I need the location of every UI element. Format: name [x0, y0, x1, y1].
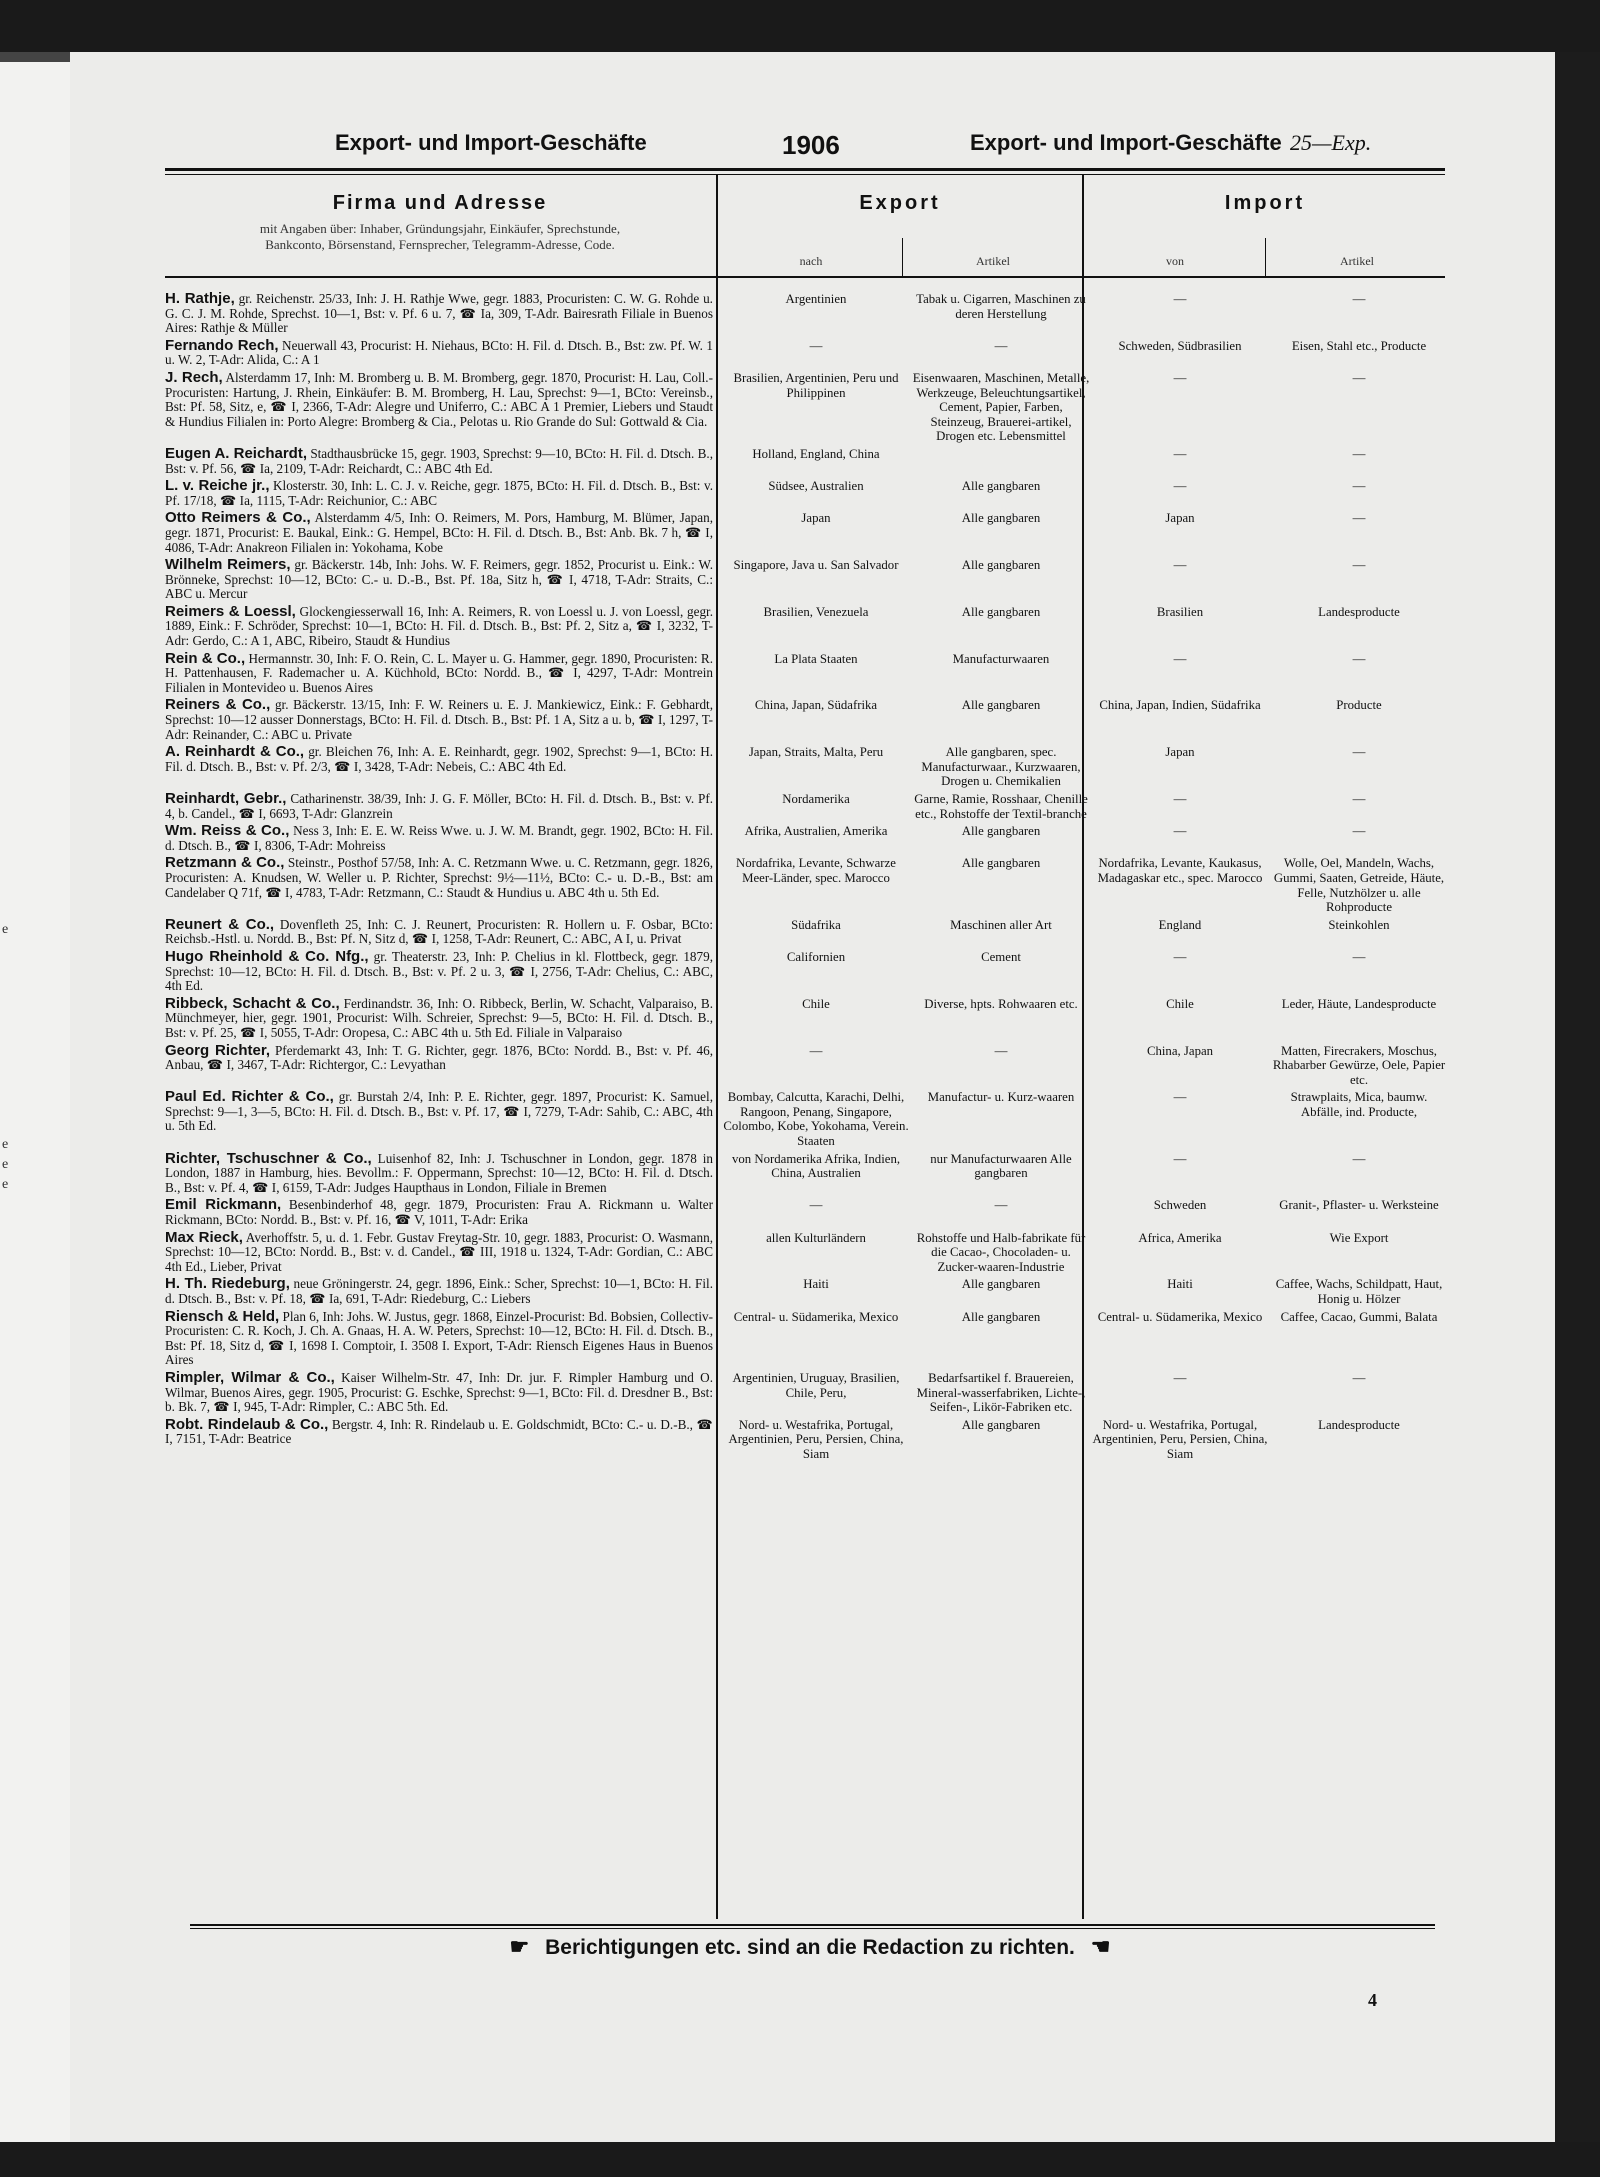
export-destination: Holland, England, China	[752, 446, 880, 461]
export-destination: —	[809, 1198, 823, 1213]
firm-details: Klosterstr. 30, Inh: L. C. J. v. Reiche, gegr. 1875, BCto: H. Fil. d. Dtsch. B., Bst: v. Pf. 17/18, ☎ Ia, 1115, T-Adr: Reichunior, C.: ABC	[165, 478, 713, 508]
export-articles: Manufactur- u. Kurz-waaren	[927, 1090, 1075, 1105]
column-head-rule	[165, 276, 1445, 278]
export-destination: Nordamerika	[782, 792, 850, 806]
firm-row	[165, 1198, 1450, 1227]
firm-address-cell	[165, 1198, 721, 1227]
export-articles: Eisenwaaren, Maschinen, Metalle, Werkzeuge, Beleuchtungsartikel, Cement, Papier, Farben, Steinzeug, Brauerei-artikel, Drogen etc. Lebensmittel	[912, 370, 1090, 444]
import-articles: —	[1352, 511, 1366, 526]
import-articles: —	[1352, 370, 1366, 385]
sub-column-divider	[902, 238, 903, 278]
import-articles: Wolle, Oel, Mandeln, Wachs, Gummi, Saaten, Getreide, Häute, Felle, Nutzhölzer u. alle Rohproducte	[1273, 856, 1445, 915]
export-destination: Central- u. Südamerika, Mexico	[733, 1309, 899, 1324]
import-articles: Caffee, Wachs, Schildpatt, Haut, Honig u. Hölzer	[1275, 1277, 1443, 1306]
export-articles: Alle gangbaren	[961, 856, 1041, 871]
import-origin: China, Japan	[1146, 1043, 1214, 1058]
firm-name: Wilhelm Reimers,	[165, 556, 291, 574]
firm-name: Ribbeck, Schacht & Co.,	[165, 994, 340, 1012]
import-articles: Wie Export	[1329, 1230, 1389, 1245]
margin-fragment: e	[2, 1137, 9, 1152]
firm-details: Ness 3, Inh: E. E. W. Reiss Wwe. u. J. W. M. Brandt, gegr. 1902, BCto: H. Fil. d. Dtsch. B., ☎ I, 8306, T-Adr: Mohreiss	[165, 823, 714, 853]
firm-address-cell	[165, 856, 721, 914]
column-head-import: Import	[1224, 192, 1306, 214]
firm-address-cell	[165, 558, 721, 602]
firm-address-cell	[165, 292, 721, 336]
firm-row	[165, 602, 1450, 649]
export-articles: Alle gangbaren	[961, 824, 1041, 839]
import-origin: —	[1173, 1151, 1187, 1166]
firm-name: Reiners & Co.,	[165, 696, 271, 714]
firm-details: Stadthausbrücke 15, gegr. 1903, Sprechst: 9—10, BCto: H. Fil. d. Dtsch. B., Bst: v. Pf. 56, ☎ Ia, 2109, T-Adr: Reichardt, C.: ABC 4th Ed.	[165, 445, 714, 476]
import-origin: —	[1173, 292, 1187, 306]
firm-name: Reimers & Loessl,	[165, 602, 296, 620]
firm-name: Richter, Tschuschner & Co.,	[165, 1149, 372, 1167]
import-origin: Schweden, Südbrasilien	[1118, 338, 1242, 353]
firm-name: Rein & Co.,	[165, 649, 246, 667]
firm-details: Alsterdamm 4/5, Inh: O. Reimers, M. Pors, Hamburg, M. Blümer, Japan, gegr. 1871, Procurist: E. Baukal, Eink.: G. Hempel, BCto: H. Fil. d. Dtsch. B., Bst: Anb. Bk. 7 h, ☎ I, 4086, T-Adr: Anakreon Filialen in: Yokohama, Kobe	[165, 510, 713, 555]
export-destination: Argentinien, Uruguay, Brasilien, Chile, Peru,	[732, 1370, 900, 1400]
import-articles: Strawplaits, Mica, baumw. Abfälle, ind. Producte,	[1290, 1090, 1428, 1119]
firm-address-cell	[165, 479, 721, 508]
export-articles: Tabak u. Cigarren, Maschinen zu deren Herstellung	[916, 292, 1086, 321]
firm-row	[165, 698, 1450, 742]
firm-row	[165, 1090, 1450, 1148]
export-destination: Japan	[801, 511, 831, 526]
header-rule	[165, 168, 1445, 171]
firm-address-cell	[165, 1415, 721, 1462]
firm-row	[165, 292, 1450, 336]
export-articles: Bedarfsartikel f. Brauereien, Mineral-wasserfabriken, Lichte-, Seifen-, Likör-Fabriken etc.	[916, 1370, 1086, 1415]
firm-row	[165, 745, 1450, 789]
firm-row	[165, 368, 1450, 444]
firm-name: Reunert & Co.,	[165, 915, 275, 933]
firm-details: Averhoffstr. 5, u. d. 1. Febr. Gustav Freytag-Str. 10, gegr. 1883, Procurist: O. Wasmann, Sprechst: 10—12, BCto: Nordd. B., Bst: v. d. Candel., ☎ III, 1918 u. 1324, T-Adr: Gordian, C.: ABC 4th Ed., Lieber, Privat	[165, 1229, 713, 1274]
firm-details: gr. Reichenstr. 25/33, Inh: J. H. Rathje Wwe, gegr. 1883, Procuristen: C. W. G. Rohde u. G. C. J. M. Rohde, Sprechst. 10—1, Bst: v. Pf. 6 u. 7, ☎ Ia, 309, T-Adr. Bairesrath Filiale in Buenos Aires: Rathje & Müller	[165, 291, 713, 336]
firm-details: Neuerwall 43, Procurist: H. Niehaus, BCto: H. Fil. d. Dtsch. B., Bst: zw. Pf. W. 1 u. W. 2, T-Adr: Alida, C.: A 1	[165, 337, 714, 368]
import-articles: —	[1352, 745, 1366, 760]
firm-name: Fernando Rech,	[165, 336, 279, 354]
import-articles: —	[1352, 1370, 1366, 1385]
firm-address-cell	[165, 1090, 721, 1148]
export-articles: —	[994, 338, 1008, 353]
import-articles: Producte	[1336, 698, 1382, 713]
import-origin: Central- u. Südamerika, Mexico	[1097, 1309, 1263, 1324]
import-articles: Caffee, Cacao, Gummi, Balata	[1280, 1309, 1438, 1324]
firm-address-cell	[165, 368, 721, 444]
firm-details: gr. Theaterstr. 23, Inh: P. Chelius in kl. Flottbeck, gegr. 1879, Sprechst: 10—12, BCto: H. Fil. d. Dtsch. B., Bst: v. Pf. 2 u. 3, ☎ I, 2756, T-Adr: Chelius, C.: ABC, 4th Ed.	[165, 948, 713, 994]
firm-name: L. v. Reiche jr.,	[165, 477, 270, 495]
import-origin: —	[1173, 558, 1187, 573]
footer-text: Berichtigungen etc. sind an die Redaction zu richten.	[545, 1936, 1075, 1959]
export-destination: Chile	[802, 996, 830, 1011]
import-origin: England	[1158, 917, 1202, 932]
export-destination: Californien	[786, 949, 846, 964]
export-destination: —	[809, 1043, 823, 1058]
import-articles: Leder, Häute, Landesproducte	[1281, 996, 1437, 1011]
firm-address-cell	[165, 1041, 721, 1088]
firm-row	[165, 994, 1450, 1041]
footer-notice	[160, 1934, 1460, 1974]
import-articles: —	[1352, 1151, 1366, 1166]
import-origin: Schweden	[1153, 1198, 1207, 1213]
firm-row	[165, 1368, 1450, 1415]
export-articles: Cement	[981, 949, 1021, 964]
firm-details: Ferdinandstr. 36, Inh: O. Ribbeck, Berlin, W. Schacht, Valparaiso, B. Münchmeyer, hier, gegr. 1901, Procurist: Wilh. Schreier, Sprechst: 9—5, BCto: H. Fil. d. Dtsch. B., Bst: v. Pf. 25, ☎ I, 5055, T-Adr: Oropesa, C.: ABC 4th u. 5th Ed. Filiale in Valparaiso	[165, 995, 713, 1040]
firm-address-cell	[165, 602, 721, 649]
export-articles: Alle gangbaren	[961, 1417, 1041, 1432]
export-articles: —	[994, 1043, 1008, 1058]
firm-details: Dovenfleth 25, Inh: C. J. Reunert, Procuristen: R. Hollern u. F. Osbar, BCto: Reichsb.-Hstl. u. Nordd. B., Bst: Pf. N, Sitz d, ☎ I, 1258, T-Adr: Reunert, C.: ABC, A I, u. Privat	[165, 916, 713, 947]
firm-details: Steinstr., Posthof 57/58, Inh: A. C. Retzmann Wwe. u. C. Retzmann, gegr. 1826, Procuristen: A. Knudsen, W. Weller u. P. Richter, Sprechst: 9½—11½, BCto: C.- u. D.-B., Bst: am Candelaber Q 71f, ☎ I, 4783, T-Adr: Retzmann, C.: Staudt & Hundius u. ABC 4th u. 5th Ed.	[165, 855, 713, 900]
export-destination: La Plata Staaten	[774, 651, 858, 666]
firm-row	[165, 479, 1450, 508]
import-articles: —	[1352, 651, 1366, 666]
firm-row	[165, 558, 1450, 602]
firm-address-cell	[165, 1368, 721, 1415]
import-articles: Landesproducte	[1318, 1417, 1400, 1432]
firm-name: Eugen A. Reichardt,	[165, 444, 307, 462]
export-articles: Alle gangbaren	[961, 511, 1041, 526]
export-articles: Rohstoffe und Halb-fabrikate für die Cacao-, Chocoladen- u. Zucker-waaren-Industrie	[916, 1230, 1086, 1274]
firm-address-cell	[165, 1149, 721, 1196]
import-origin: —	[1173, 370, 1187, 385]
import-origin: —	[1173, 1370, 1187, 1385]
pointing-hand-left-icon: ☚	[1090, 1934, 1111, 1959]
firm-details: Plan 6, Inh: Johs. W. Justus, gegr. 1868, Einzel-Procurist: Bd. Bobsien, Collectiv-Procuristen: C. R. Koch, J. Ch. A. Gnaas, H. A. W. Peters, Sprechst: 10—12, BCto: H. Fil. d. Dtsch. B., Bst: Pf. 18, Sitz d, ☎ I, 1698 I. Comptoir, I. 3508 I. Export, T-Adr: Riensch Eigenes Haus in Buenos Aires	[165, 1308, 713, 1368]
import-origin: Haiti	[1167, 1277, 1193, 1292]
firma-title: Firma und Adresse	[332, 192, 548, 214]
export-destination: Bombay, Calcutta, Karachi, Delhi, Rangoon, Penang, Singapore, Colombo, Kobe, Yokohama, Verein. Staaten	[723, 1090, 909, 1149]
firm-name: Rimpler, Wilmar & Co.,	[165, 1368, 335, 1386]
firm-address-cell	[165, 824, 721, 853]
margin-fragment: e	[2, 1177, 9, 1192]
firm-row	[165, 1415, 1450, 1462]
import-articles: —	[1352, 479, 1366, 494]
export-articles: Maschinen aller Art	[950, 917, 1052, 932]
firm-details: Hermannstr. 30, Inh: F. O. Rein, C. L. Mayer u. G. Hammer, gegr. 1890, Procuristen: R. H. Pattenhausen, F. Rademacher u. A. Küchhold, BCto: Nordd. B., ☎ I, 4297, T-Adr: Montrein Filialen in Montevideo u. Buenos Aires	[165, 650, 713, 695]
firm-name: H. Th. Riedeburg,	[165, 1275, 290, 1293]
subhead-import-von: von	[1166, 254, 1184, 268]
firm-name: Hugo Rheinhold & Co. Nfg.,	[165, 947, 369, 965]
import-origin: —	[1173, 949, 1187, 964]
firm-row	[165, 1149, 1450, 1196]
firm-row	[165, 947, 1450, 994]
export-destination: allen Kulturländern	[766, 1230, 866, 1245]
export-destination: Afrika, Australien, Amerika	[744, 824, 888, 839]
export-articles: Garne, Ramie, Rosshaar, Chenille etc., Rohstoffe der Textil-branche	[914, 792, 1088, 821]
firm-address-cell	[165, 745, 721, 789]
firm-details: gr. Bleichen 76, Inh: A. E. Reinhardt, gegr. 1902, Sprechst: 9—1, BCto: H. Fil. d. Dtsch. B., Bst: v. Pf. 2/3, ☎ I, 3428, T-Adr: Nebeis, C.: ABC 4th Ed.	[165, 744, 714, 774]
column-head-firma	[165, 192, 715, 253]
firm-name: A. Reinhardt & Co.,	[165, 743, 305, 761]
import-origin: —	[1173, 824, 1187, 839]
export-articles: Manufacturwaaren	[952, 651, 1050, 666]
import-articles: —	[1352, 292, 1366, 306]
import-origin: Japan	[1165, 745, 1195, 760]
import-articles: Granit-, Pflaster- u. Werksteine	[1279, 1198, 1439, 1213]
firm-address-cell	[165, 994, 721, 1041]
page-number: 4	[1368, 1990, 1377, 2010]
firm-details: gr. Burstah 2/4, Inh: P. E. Richter, gegr. 1897, Procurist: K. Samuel, Sprechst: 9—1, 3—5, BCto: H. Fil. d. Dtsch. B., Bst: v. Pf. 17, ☎ I, 7279, T-Adr: Sahib, C.: ABC, 4th u. 5th Ed.	[165, 1089, 713, 1134]
import-articles: —	[1352, 792, 1366, 806]
export-destination: Singapore, Java u. San Salvador	[733, 558, 899, 573]
firm-address-cell	[165, 511, 721, 555]
firm-details: Alsterdamm 17, Inh: M. Bromberg u. B. M. Bromberg, gegr. 1870, Procurist: H. Lau, Coll.-Procuristen: Hartung, J. Rhein, Einkäufer: B. M. Bromberg, H. Lau, Sprechst: 9—1, BCto: Vereinsb., Bst: Pf. 58, Sitz, e, ☎ I, 2366, T-Adr: Alegre und Uniferro, C.: ABC A 1 Premier, Liebers und Staudt & Hundius Filialen in: Porto Alegre: Bromberg & Cia., Pelotas u. Rio Grande do Sul: Gottwald & Cia.	[165, 369, 713, 429]
header-left-title: Export- und Import-Geschäfte	[335, 130, 647, 155]
firm-name: Otto Reimers & Co.,	[165, 509, 311, 527]
subhead-export-artikel: Artikel	[976, 254, 1010, 268]
firm-row	[165, 1277, 1450, 1306]
firm-address-cell	[165, 1307, 721, 1368]
import-articles: Landesproducte	[1318, 604, 1400, 619]
subhead-export-nach: nach	[799, 254, 823, 268]
import-origin: —	[1173, 651, 1187, 666]
import-origin: Brasilien	[1156, 604, 1204, 619]
firm-name: Max Rieck,	[165, 1228, 243, 1246]
subhead-import-artikel: Artikel	[1340, 254, 1374, 268]
firm-row	[165, 1041, 1450, 1088]
firm-name: Wm. Reiss & Co.,	[165, 822, 290, 840]
firm-name: Georg Richter,	[165, 1041, 271, 1059]
export-destination: China, Japan, Südafrika	[754, 698, 878, 713]
export-destination: Argentinien	[785, 292, 847, 306]
header-page-ref: 25—Exp.	[1290, 130, 1372, 155]
running-header	[290, 130, 1460, 160]
export-articles: nur Manufacturwaaren Alle gangbaren	[930, 1151, 1072, 1181]
import-origin: Chile	[1166, 996, 1194, 1011]
import-origin: —	[1173, 446, 1187, 461]
firm-details: Pferdemarkt 43, Inh: T. G. Richter, gegr. 1876, BCto: Nordd. B., Bst: v. Pf. 46, Anbau, ☎ I, 3467, T-Adr: Richtergor, C.: Levyathan	[165, 1042, 714, 1073]
export-articles: Diverse, hpts. Rohwaaren etc.	[924, 996, 1078, 1011]
firm-address-cell	[165, 915, 721, 947]
firm-details: neue Gröningerstr. 24, gegr. 1896, Eink.: Scher, Sprechst: 10—1, BCto: H. Fil. d. Dtsch. B., Bst: v. Pf. 18, ☎ Ia, 691, T-Adr: Riedeburg, C.: Liebers	[165, 1276, 714, 1306]
import-articles: —	[1352, 558, 1366, 573]
export-articles: Alle gangbaren	[961, 1309, 1041, 1324]
import-articles: Steinkohlen	[1328, 917, 1390, 932]
export-destination: Südafrika	[791, 917, 841, 932]
import-origin: Nord- u. Westafrika, Portugal, Argentinien, Peru, Persien, China, Siam	[1092, 1417, 1268, 1461]
header-right-title: Export- und Import-Geschäfte	[970, 130, 1282, 155]
firm-details: Bergstr. 4, Inh: R. Rindelaub u. E. Goldschmidt, BCto: C.- u. D.-B., ☎ I, 7151, T-Adr: Beatrice	[165, 1416, 713, 1447]
import-articles: —	[1352, 949, 1366, 964]
firma-subtitle-1: mit Angaben über: Inhaber, Gründungsjahr, Einkäufer, Sprechstunde,	[259, 221, 621, 236]
firm-details: Luisenhof 82, Inh: J. Tschuschner in London, gegr. 1878 in London, 1887 in Hamburg, hies. Bevollm.: F. Oppermann, Sprechst: 10—12, BCto: H. Fil. d. Dtsch. B., Bst: v. Pf. 4, ☎ I, 6159, T-Adr: Judges Haupthaus in London, Filiale in Bremen	[165, 1150, 714, 1195]
import-origin: —	[1173, 1090, 1187, 1105]
firm-address-cell	[165, 792, 721, 821]
export-articles: Alle gangbaren	[961, 1277, 1041, 1292]
firm-details: Besenbinderhof 48, gegr. 1879, Procuristen: Frau A. Rickmann u. Walter Rickmann, BCto: Nordd. B., Bst: v. Pf. 16, ☎ V, 1011, T-Adr: Erika	[165, 1197, 714, 1228]
import-origin: —	[1173, 792, 1187, 806]
firm-row	[165, 511, 1450, 555]
firma-subtitle-2: Bankconto, Börsenstand, Fernsprecher, Telegramm-Adresse, Code.	[265, 237, 615, 252]
export-destination: Japan, Straits, Malta, Peru	[748, 745, 884, 760]
import-articles: Eisen, Stahl etc., Producte	[1291, 338, 1427, 353]
firm-row	[165, 1307, 1450, 1368]
firm-details: gr. Bäckerstr. 14b, Inh: Johs. W. F. Reimers, gegr. 1852, Procurist u. Eink.: W. Brönneke, Sprechst: 10—12, BCto: C.- u. D.-B., Bst. Pf. 18a, Sitz h, ☎ I, 4718, T-Adr: Straits, C.: ABC u. Mercur	[165, 557, 713, 602]
firm-name: H. Rathje,	[165, 290, 235, 307]
firm-name: Paul Ed. Richter & Co.,	[165, 1088, 334, 1106]
export-destination: Haiti	[803, 1277, 829, 1292]
import-articles: Matten, Firecrakers, Moschus, Rhabarber Gewürze, Oele, Papier etc.	[1272, 1043, 1446, 1087]
firm-row	[165, 1228, 1450, 1275]
import-origin: Nordafrika, Levante, Kaukasus, Madagaskar etc., spec. Marocco	[1097, 856, 1263, 885]
footer-rule	[190, 1924, 1435, 1926]
firm-row	[165, 824, 1450, 853]
firm-address-cell	[165, 698, 721, 742]
firm-details: gr. Bäckerstr. 13/15, Inh: F. W. Reiners u. E. J. Mankiewicz, Eink.: F. Gebhardt, Sprechst: 10—12 ausser Donnerstags, BCto: H. Fil. d. Dtsch. B., Bst: Pf. 1 A, Sitz a u. b, ☎ I, 1297, T-Adr: Reinander, C.: ABC u. Private	[165, 697, 713, 742]
import-origin: Japan	[1165, 511, 1195, 526]
page-edge-bar	[0, 52, 70, 62]
export-articles: Alle gangbaren, spec. Manufacturwaar., Kurzwaaren, Drogen u. Chemikalien	[921, 745, 1081, 789]
firm-details: Catharinenstr. 38/39, Inh: J. G. F. Möller, BCto: H. Fil. d. Dtsch. B., Bst: v. Pf. 4, b. Candel., ☎ I, 6693, T-Adr: Glanzrein	[165, 791, 714, 821]
firm-name: J. Rech,	[165, 368, 223, 386]
export-articles	[911, 447, 1091, 476]
export-articles: Alle gangbaren	[961, 558, 1041, 573]
firm-address-cell	[165, 444, 721, 476]
export-destination: Nord- u. Westafrika, Portugal, Argentinien, Peru, Persien, China, Siam	[728, 1417, 904, 1461]
firm-address-cell	[165, 947, 721, 994]
export-articles: Alle gangbaren	[961, 479, 1041, 494]
import-origin: Africa, Amerika	[1138, 1230, 1222, 1245]
export-destination: Nordafrika, Levante, Schwarze Meer-Länder, spec. Marocco	[736, 856, 896, 885]
export-destination: Südsee, Australien	[768, 479, 864, 494]
firm-entries	[165, 292, 1450, 1465]
footer-rule-thin	[190, 1928, 1435, 1929]
export-destination: von Nordamerika Afrika, Indien, China, Australien	[731, 1151, 901, 1181]
export-articles: Alle gangbaren	[961, 698, 1041, 713]
header-rule-thin	[165, 174, 1445, 175]
firm-details: Glockengiesserwall 16, Inh: A. Reimers, R. von Loessl u. J. von Loessl, gegr. 1889, Eink.: F. Schröder, Sprechst: 10—1, BCto: H. Fil. d. Dtsch. B., Bst: Pf. 2, Sitz a, ☎ I, 3232, T-Adr: Gerdo, C.: A 1, ABC, Ribeiro, Staudt & Hundius	[165, 603, 714, 649]
firm-row	[165, 336, 1450, 368]
export-articles: Alle gangbaren	[961, 604, 1041, 619]
export-articles: —	[994, 1198, 1008, 1213]
firm-row	[165, 792, 1450, 821]
firm-name: Retzmann & Co.,	[165, 854, 285, 872]
firm-row	[165, 915, 1450, 947]
scan-border	[1555, 52, 1600, 2142]
margin-fragment: e	[2, 1157, 9, 1172]
import-articles: —	[1352, 824, 1366, 839]
pointing-hand-right-icon: ☛	[509, 1934, 530, 1959]
firm-name: Emil Rickmann,	[165, 1196, 282, 1214]
firm-row	[165, 856, 1450, 914]
import-articles: —	[1352, 446, 1366, 461]
import-origin: China, Japan, Indien, Südafrika	[1099, 698, 1261, 713]
firm-name: Riensch & Held,	[165, 1307, 280, 1325]
firm-address-cell	[165, 1228, 721, 1275]
firm-details: Kaiser Wilhelm-Str. 47, Inh: Dr. jur. F. Rimpler Hamburg und O. Wilmar, Buenos Aires, gegr. 1905, Procurist: G. Eschke, Sprechst: 9—1, BCto: Fil. d. Dresdner B., Bst: b. Bk. 7, ☎ I, 945, T-Adr: Rimpler, C.: ABC 5th. Ed.	[165, 1369, 714, 1415]
column-head-export: Export	[859, 192, 941, 214]
firm-row	[165, 444, 1450, 476]
firm-address-cell	[165, 649, 721, 696]
firm-address-cell	[165, 336, 721, 368]
import-origin: —	[1173, 479, 1187, 494]
previous-page-edge	[0, 52, 70, 2142]
export-destination: Brasilien, Venezuela	[763, 604, 869, 619]
export-destination: Brasilien, Argentinien, Peru und Philippinen	[733, 370, 899, 400]
firm-name: Robt. Rindelaub & Co.,	[165, 1415, 329, 1433]
firm-address-cell	[165, 1277, 721, 1306]
firm-name: Reinhardt, Gebr.,	[165, 790, 287, 807]
header-year: 1906	[782, 130, 840, 160]
firm-row	[165, 649, 1450, 696]
margin-fragment: e	[2, 922, 9, 937]
export-destination: —	[809, 338, 823, 353]
sub-column-divider	[1265, 238, 1266, 278]
